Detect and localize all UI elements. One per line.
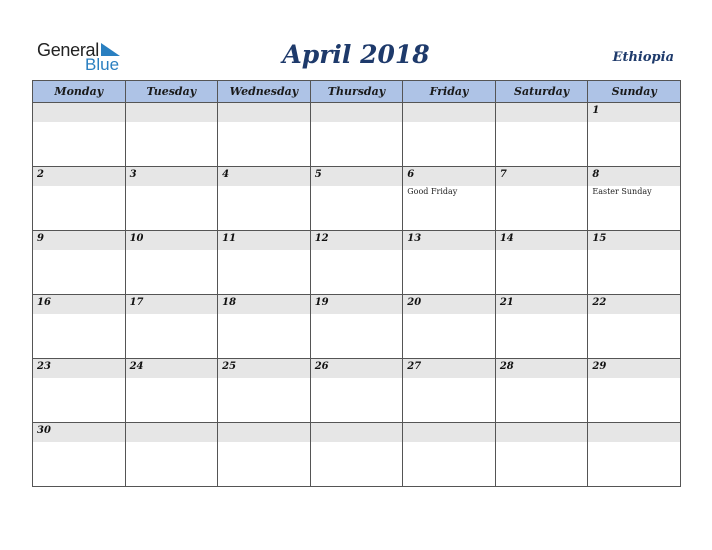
day-number-band [218,167,310,186]
day-cell [495,103,588,167]
day-number: 25 [222,361,237,372]
day-cell [125,103,218,167]
day-cell [588,295,681,359]
day-cell [403,167,496,231]
day-number: 18 [222,297,237,308]
day-number-band [33,103,125,122]
day-number: 2 [37,169,44,180]
day-number-band [311,103,403,122]
week-row [33,423,681,487]
day-number: 7 [499,169,507,180]
day-number: 16 [37,297,51,308]
day-cell [588,103,681,167]
weekday-header: Wednesday [218,81,311,103]
day-number: 11 [222,233,237,244]
day-cell [125,423,218,487]
day-number-band [311,167,403,186]
week-row [33,295,681,359]
day-number-band [403,295,495,314]
holiday-label: Good Friday [407,187,458,196]
day-number-band [403,359,495,378]
day-cell [310,167,403,231]
day-number: 15 [592,233,607,244]
day-number-band [588,423,680,442]
day-number-band [218,295,310,314]
day-number-band [218,359,310,378]
day-cell [33,167,126,231]
day-number: 4 [222,169,230,180]
day-cell [310,231,403,295]
day-cell [588,423,681,487]
day-number-band [33,423,125,442]
day-number: 19 [314,297,329,308]
day-cell [310,103,403,167]
day-cell [403,423,496,487]
calendar-title: April 2018 [282,40,430,69]
day-number-band [496,359,588,378]
country-label: Ethiopia [612,50,674,65]
day-number-band [218,231,310,250]
day-number: 14 [499,233,514,244]
weekday-header: Friday [403,81,496,103]
day-number-band [126,423,218,442]
day-number: 13 [407,233,422,244]
day-number: 22 [592,297,607,308]
day-number-band [403,423,495,442]
day-cell [125,295,218,359]
day-cell [403,103,496,167]
day-cell [125,231,218,295]
day-number-band [588,231,680,250]
day-number-band [33,167,125,186]
day-cell [33,103,126,167]
day-cell [588,167,681,231]
day-number-band [496,167,588,186]
day-number-band [126,359,218,378]
day-number-band [33,295,125,314]
day-number-band [126,167,218,186]
day-number-band [403,231,495,250]
day-cell [310,359,403,423]
day-cell [588,359,681,423]
day-cell [33,423,126,487]
day-number-band [311,231,403,250]
day-cell [125,359,218,423]
week-row [33,231,681,295]
day-cell [218,167,311,231]
day-number: 20 [407,297,422,308]
day-cell [218,359,311,423]
day-number-band [311,295,403,314]
weekday-header: Saturday [495,81,588,103]
holiday-label: Easter Sunday [592,187,652,196]
day-number-band [588,103,680,122]
day-number-band [588,167,680,186]
day-number-band [311,359,403,378]
day-cell [403,359,496,423]
day-number: 12 [314,233,329,244]
day-number-band [126,295,218,314]
weekday-header: Monday [33,81,126,103]
day-number-band [588,359,680,378]
day-number-band [33,359,125,378]
week-row [33,103,681,167]
day-cell [495,295,588,359]
day-cell [588,231,681,295]
day-number-band [311,423,403,442]
day-number: 27 [407,361,422,372]
day-number-band [33,231,125,250]
day-number: 30 [37,425,51,436]
day-number: 23 [37,361,51,372]
logo-blue-text: Blue [85,55,120,74]
day-number-band [126,103,218,122]
day-cell [495,167,588,231]
logo-general-text: General [37,40,99,60]
day-cell [403,231,496,295]
weekday-header: Sunday [588,81,681,103]
weekday-header: Thursday [310,81,403,103]
day-cell [310,295,403,359]
day-cell [218,103,311,167]
day-number-band [496,231,588,250]
day-cell [403,295,496,359]
day-cell [495,231,588,295]
day-cell [495,359,588,423]
day-number: 17 [129,297,144,308]
day-number-band [496,423,588,442]
day-cell [125,167,218,231]
day-cell [218,423,311,487]
day-cell [33,359,126,423]
week-row [33,359,681,423]
day-number: 24 [129,361,144,372]
day-number: 21 [499,297,514,308]
day-cell [310,423,403,487]
day-number-band [403,103,495,122]
day-number-band [218,423,310,442]
day-number: 8 [592,169,600,180]
day-cell [495,423,588,487]
day-number-band [218,103,310,122]
day-cell [218,295,311,359]
day-number-band [496,295,588,314]
day-number: 10 [129,233,144,244]
day-number-band [403,167,495,186]
weekday-header-row [33,81,681,103]
weekday-header: Tuesday [125,81,218,103]
calendar-grid [32,80,681,487]
day-number-band [588,295,680,314]
day-number: 9 [37,233,44,244]
day-number: 1 [592,105,600,116]
week-row [33,167,681,231]
day-number-band [496,103,588,122]
day-cell [33,231,126,295]
day-number: 6 [407,169,415,180]
day-number: 3 [129,169,137,180]
day-cell [218,231,311,295]
day-number: 26 [314,361,329,372]
day-number-band [126,231,218,250]
day-cell [33,295,126,359]
day-number: 5 [314,169,322,180]
day-number: 29 [592,361,607,372]
day-number: 28 [499,361,514,372]
